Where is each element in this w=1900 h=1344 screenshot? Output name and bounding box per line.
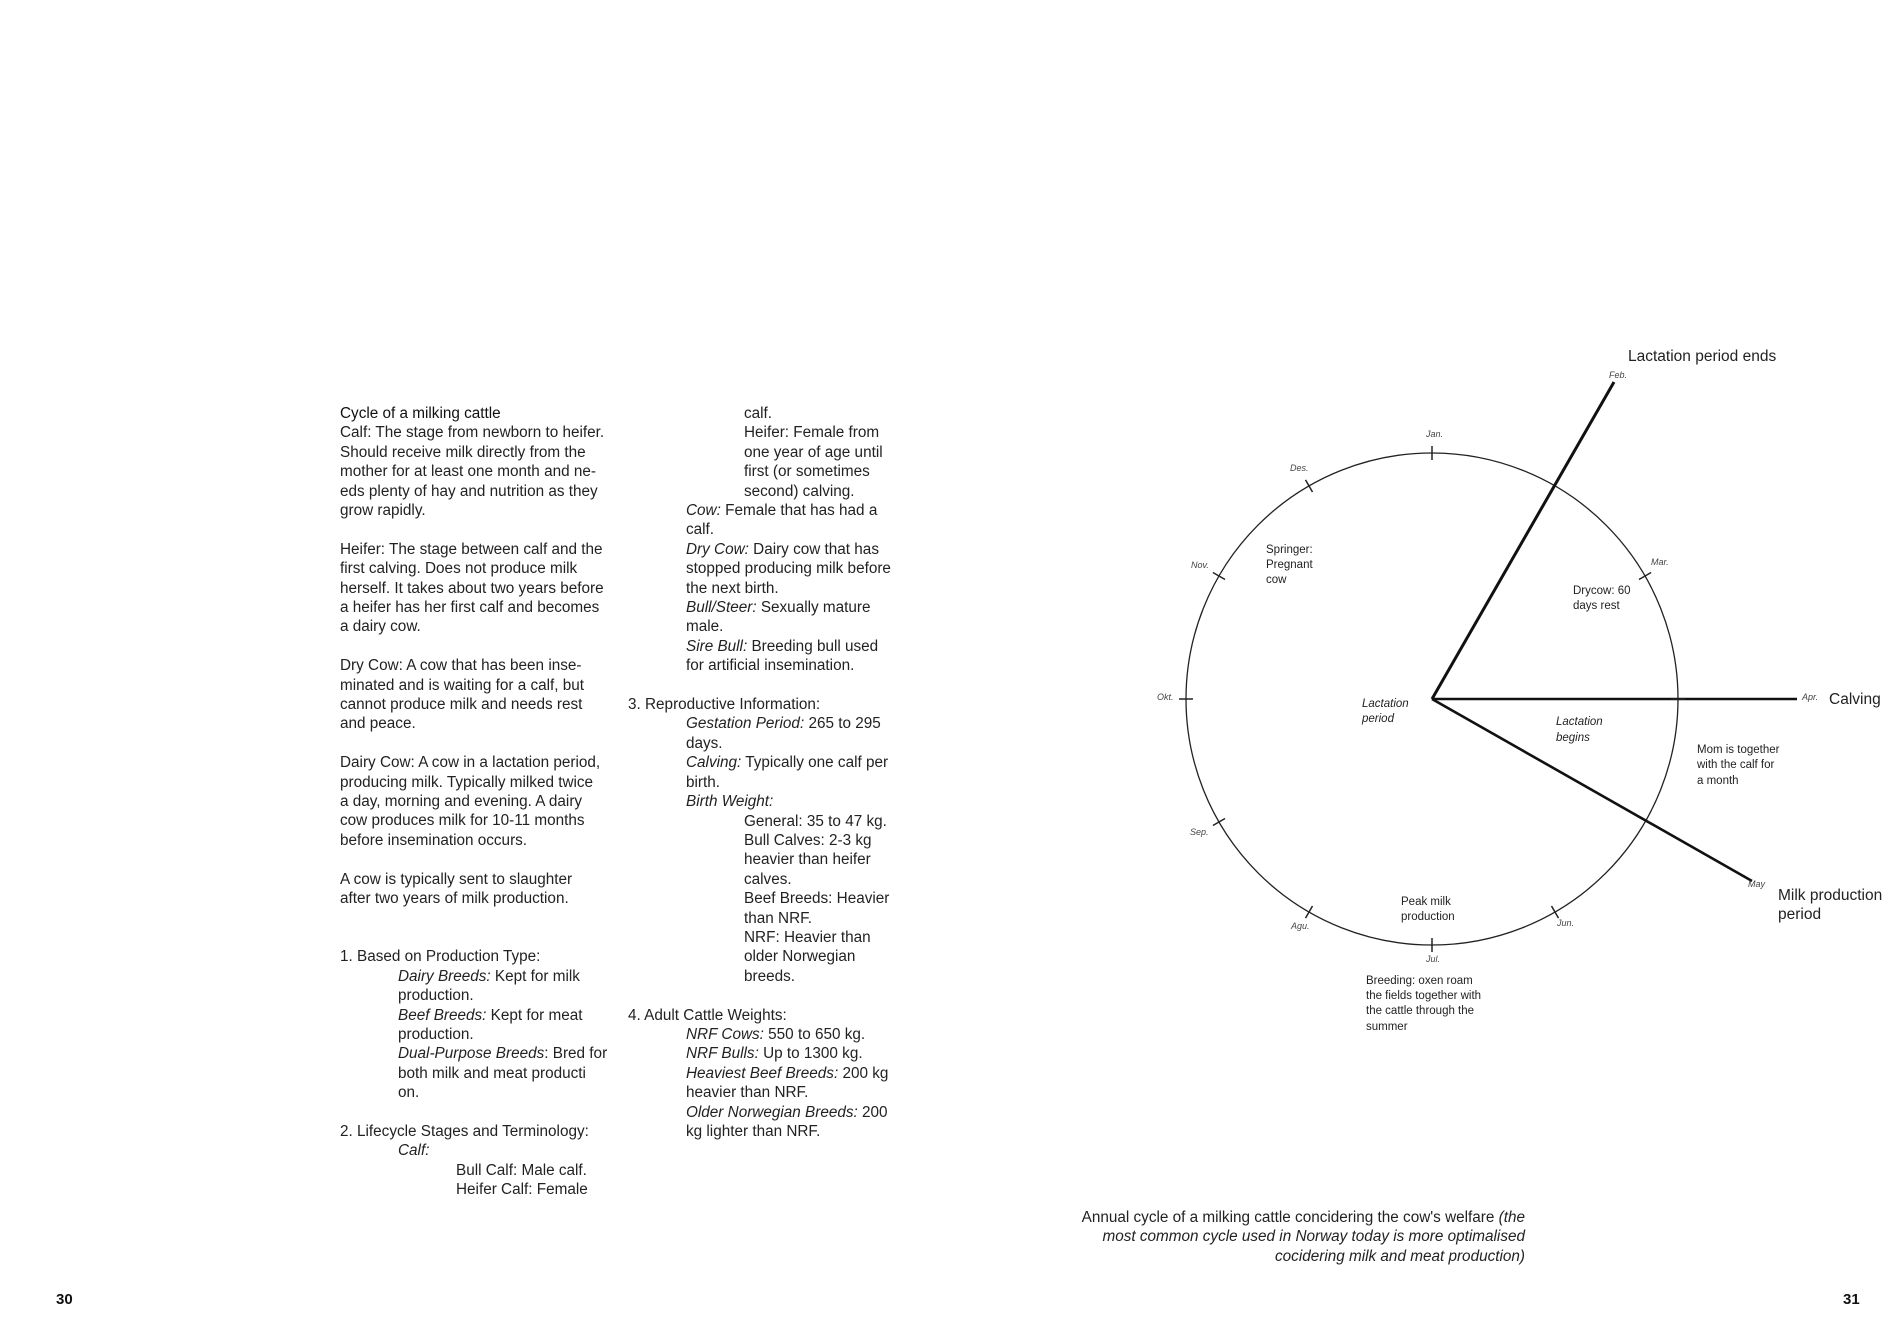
text-line: Should receive milk directly from the	[340, 443, 586, 461]
caption-italic: most common cycle used in Norway today is more optimalised	[1102, 1228, 1525, 1246]
term: NRF Bulls:	[686, 1045, 759, 1063]
term: Dairy Breeds:	[398, 967, 491, 985]
text-line: Heifer Calf: Female	[456, 1181, 588, 1199]
page-number-left: 30	[56, 1291, 73, 1308]
text-line: first (or sometimes	[744, 463, 870, 481]
definition: : Bred for	[544, 1045, 608, 1063]
mom-together-note-1: Mom is together	[1697, 744, 1780, 756]
term: Beef Breeds:	[398, 1006, 487, 1024]
definition: 265 to 295	[804, 715, 881, 733]
text-line: older Norwegian	[744, 948, 856, 966]
section-4-heading: 4. Adult Cattle Weights:	[628, 1006, 787, 1024]
definition: Up to 1300 kg.	[758, 1045, 863, 1063]
springer-label-1: Springer:	[1266, 544, 1313, 556]
term: Dual-Purpose Breeds	[398, 1045, 545, 1063]
term: Calf:	[398, 1142, 430, 1160]
month-label: Jan.	[1426, 429, 1444, 439]
text-line: days.	[686, 734, 723, 752]
month-label: Jul.	[1426, 954, 1441, 964]
text-line: kg lighter than NRF.	[686, 1123, 821, 1140]
text-line: mother for at least one month and ne-	[340, 463, 596, 481]
term: Cow:	[686, 502, 721, 520]
month-label: Okt.	[1157, 692, 1174, 702]
month-tick	[1552, 906, 1559, 918]
definition: Breeding bull used	[747, 637, 879, 655]
text-line: grow rapidly.	[340, 502, 426, 520]
caption-text: Annual cycle of a milking cattle concidering the cow's welfare	[1081, 1209, 1499, 1226]
section-1-heading: 1. Based on Production Type:	[340, 948, 541, 966]
page-number-right: 31	[1843, 1291, 1860, 1308]
term: Bull/Steer:	[686, 599, 757, 617]
text-line: Heifer: The stage between calf and the	[340, 540, 603, 558]
text-line: calves.	[744, 870, 792, 888]
text-line: calf.	[744, 405, 773, 422]
text-line: NRF: Heavier than	[744, 928, 871, 946]
breeding-note-3: the cattle through the	[1366, 1005, 1475, 1017]
text-line: A cow is typically sent to slaughter	[340, 870, 573, 888]
text-line: Bull Calves: 2-3 kg	[744, 831, 872, 849]
text-line: heavier than NRF.	[686, 1084, 809, 1102]
section-title: Cycle of a milking cattle	[340, 405, 501, 422]
text-line: and peace.	[340, 715, 416, 733]
text-line: production.	[398, 987, 474, 1005]
month-label: Des.	[1290, 463, 1309, 473]
term: Older Norwegian Breeds:	[686, 1103, 858, 1121]
text-line: before insemination occurs.	[340, 831, 528, 849]
month-tick	[1306, 480, 1313, 492]
text-line: than NRF.	[744, 909, 813, 927]
lactation-begins-label-1: Lactation	[1556, 716, 1603, 728]
lactation-begins-label-2: begins	[1556, 732, 1590, 744]
figure-caption	[1082, 1208, 1525, 1266]
text-line: herself. It takes about two years before	[340, 579, 604, 597]
text-line: Dry Cow: A cow that has been inse-	[340, 657, 582, 675]
caption-italic: (the	[1498, 1209, 1525, 1226]
text-line: cow produces milk for 10-11 months	[340, 812, 585, 830]
month-label: May	[1748, 879, 1766, 889]
definition: 200 kg	[838, 1064, 889, 1082]
text-line: both milk and meat producti	[398, 1064, 586, 1082]
calving-label: Calving	[1829, 691, 1881, 708]
text-line: a heifer has her first calf and becomes	[340, 599, 600, 617]
section-2-heading: 2. Lifecycle Stages and Terminology:	[340, 1122, 589, 1140]
text-line: for artificial insemination.	[686, 657, 855, 675]
lactation-period-label-2: period	[1362, 713, 1394, 725]
text-line: a day, morning and evening. A dairy	[340, 793, 583, 811]
definition: Typically one calf per	[741, 754, 889, 772]
text-line: second) calving.	[744, 482, 855, 500]
text-line: stopped producing milk before	[686, 560, 891, 578]
lactation-ends-label: Lactation period ends	[1628, 348, 1777, 365]
definition: Kept for meat	[486, 1006, 583, 1024]
month-tick	[1213, 819, 1225, 826]
month-label: Nov.	[1191, 560, 1209, 570]
month-label: Sep.	[1190, 827, 1209, 837]
text-line: heavier than heifer	[744, 851, 871, 869]
breeding-note-2: the fields together with	[1366, 990, 1482, 1002]
term: Dry Cow:	[686, 540, 749, 558]
month-label: Mar.	[1651, 557, 1669, 567]
month-label: Feb.	[1609, 370, 1628, 380]
text-line: on.	[398, 1084, 420, 1102]
milk-production-label-2: period	[1778, 906, 1822, 923]
drycow-label-2: days rest	[1573, 600, 1620, 612]
caption-italic: cocidering milk and meat production)	[1275, 1247, 1525, 1265]
text-line: Heifer: Female from	[744, 424, 880, 442]
text-line: minated and is waiting for a calf, but	[340, 676, 585, 694]
breeding-note-4: summer	[1366, 1021, 1408, 1033]
month-tick	[1306, 906, 1313, 918]
term: Sire Bull:	[686, 637, 748, 655]
text-line: the next birth.	[686, 579, 779, 597]
text-line: a dairy cow.	[340, 618, 421, 636]
text-line: Dairy Cow: A cow in a lactation period,	[340, 754, 601, 772]
text-line: Beef Breeds: Heavier	[744, 890, 890, 908]
text-line: one year of age until	[744, 443, 883, 461]
text-line: production.	[398, 1025, 474, 1043]
term: Calving:	[686, 754, 742, 772]
text-line: General: 35 to 47 kg.	[744, 812, 887, 830]
text-line: cannot produce milk and needs rest	[340, 696, 583, 714]
definition: Female that has had a	[720, 502, 878, 520]
springer-label-3: cow	[1266, 574, 1287, 586]
term: Heaviest Beef Breeds:	[686, 1064, 839, 1082]
month-label: Apr.	[1802, 692, 1819, 702]
month-label: Jun.	[1557, 918, 1575, 928]
drycow-label-1: Drycow: 60	[1573, 585, 1631, 597]
text-line: birth.	[686, 773, 721, 791]
definition: 550 to 650 kg.	[763, 1025, 866, 1043]
text-line: first calving. Does not produce milk	[340, 560, 578, 578]
definition: Dairy cow that has	[748, 540, 879, 558]
term: NRF Cows:	[686, 1025, 764, 1043]
text-line: calf.	[686, 521, 715, 539]
text-line: Bull Calf: Male calf.	[456, 1161, 587, 1179]
text-line: after two years of milk production.	[340, 890, 569, 908]
peak-milk-label-2: production	[1401, 911, 1455, 923]
section-3-heading: 3. Reproductive Information:	[628, 696, 821, 714]
text-line: breeds.	[744, 967, 796, 985]
lactation-ends-line	[1432, 382, 1614, 699]
lactation-period-label-1: Lactation	[1362, 698, 1409, 710]
milk-production-label-1: Milk production	[1778, 887, 1883, 904]
text-line: producing milk. Typically milked twice	[340, 773, 594, 791]
springer-label-2: Pregnant	[1266, 559, 1313, 571]
text-line: male.	[686, 618, 724, 636]
definition: Sexually mature	[756, 599, 871, 617]
definition: 200	[857, 1103, 888, 1121]
definition: Kept for milk	[490, 967, 580, 985]
text-line: Calf: The stage from newborn to heifer.	[340, 424, 605, 442]
text-line: eds plenty of hay and nutrition as they	[340, 482, 598, 500]
term: Gestation Period:	[686, 715, 805, 733]
breeding-note-1: Breeding: oxen roam	[1366, 975, 1473, 987]
mom-together-note-2: with the calf for	[1697, 759, 1775, 771]
month-tick	[1639, 573, 1651, 580]
mom-together-note-3: a month	[1697, 775, 1739, 787]
peak-milk-label-1: Peak milk	[1401, 896, 1451, 908]
month-label: Agu.	[1291, 921, 1310, 931]
term: Birth Weight:	[686, 793, 774, 811]
month-tick	[1213, 573, 1225, 580]
